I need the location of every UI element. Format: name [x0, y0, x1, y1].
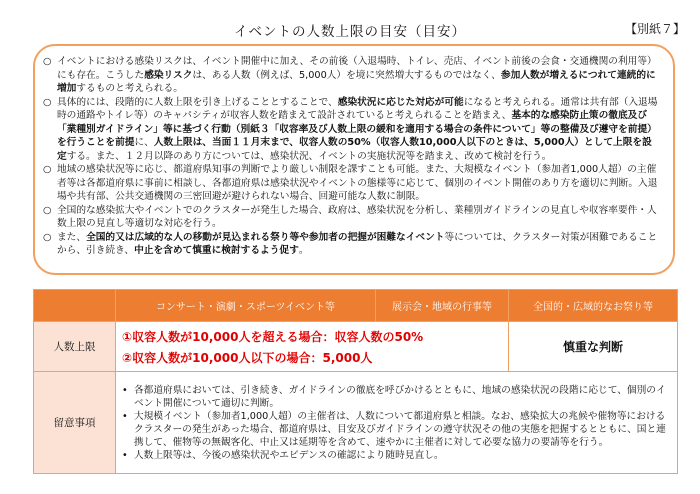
guidance-paragraph-5	[43, 231, 661, 258]
note-item: • 各都道府県においては、引き続き、ガイドラインの徹底を呼びかけるとともに、地域の感染状況の段階に応じて、個別のイベント開催について適切に判断。	[122, 385, 666, 409]
circle-bullet: ○	[43, 164, 52, 175]
header-concert: コンサート・演劇・スポーツイベント等	[116, 290, 376, 322]
guidance-paragraph-2	[43, 96, 661, 164]
text-run: は、ある人数（例えば、5,000人）を境に突然増大するものではなく、	[192, 69, 501, 81]
header-empty	[34, 290, 116, 322]
text-run: 全国的な感染拡大やイベントでのクラスターが発生した場合、政府は、感染状況を分析し、業種別ガイドラインの見直しや収容率要件・人数上限の見直し等適切な対応を行う。	[57, 204, 657, 229]
text-run: また、	[57, 231, 87, 243]
text-run: になると考えられる。通常は共有部（入退場時の通路やトイレ等）のキャパシティが収容人数を踏まえて設計されていると考えられることを踏まえ、	[57, 96, 658, 121]
circle-bullet: ○	[43, 231, 52, 243]
page-title: イベントの人数上限の目安（目安）	[234, 24, 466, 40]
emphasis-text: 全国的又は広域的な人の移動が見込まれる祭り等や参加者の把握が困難なイベント	[86, 231, 445, 243]
guidance-paragraph-3	[43, 163, 661, 204]
notes-row	[34, 372, 678, 474]
emphasis-text: 基本的な感染防止策の徹底及び「業種別ガイドライン」等に基づく行動（別紙３「収容率及び人数上限の緩和を適用する場合の条件について」等の整備及び遵守を前提）を行うことを前提	[57, 110, 657, 148]
paragraph-text	[57, 55, 661, 96]
text-run: 等については、クラスター対策が困難であることから、引き続き、	[57, 231, 658, 256]
header-festival: 全国的・広域的なお祭り等	[509, 290, 678, 322]
dot-bullet: •	[122, 385, 128, 396]
notes-cell	[116, 372, 678, 474]
paragraph-text	[57, 163, 661, 204]
limit-row	[34, 322, 678, 372]
table-header-row	[34, 290, 678, 322]
row-label-limit: 人数上限	[34, 322, 116, 372]
text-run: する。また、１２月以降のあり方については、感染状況、イベントの実施状況等を踏まえ、改めて検討を行う。	[66, 150, 552, 162]
paragraph-text	[57, 204, 661, 231]
paragraph-text	[57, 231, 661, 258]
note-item: • 人数上限等は、今後の感染状況やエビデンスの確認により随時見直し。	[122, 450, 444, 461]
row-label-notes: 留意事項	[34, 372, 116, 474]
emphasis-text: 中止を含めて慎重に検討するよう促す	[134, 245, 299, 256]
limits-table	[33, 289, 678, 474]
text-run: 。	[298, 245, 309, 256]
note-item: • 大規模イベント（参加者1,000人超）の主催者は、人数について都道府県と相談。なお、感染拡大の兆候や催物等におけるクラスターの発生があった場合、都道府県は、目安及びガイドラインの遵守状況その他の実態を把握するとともに、国と連携して、催物等の無観客化、中止又は延期等を含めて、速やかに主催者に対して必要な協力の要請等を行う。	[122, 411, 666, 448]
text-run: 具体的には、段階的に人数上限を引き上げることとすることで、	[57, 96, 338, 108]
limit-rule-1: ①収容人数が10,000人を超える場合：収容人数の50%	[122, 329, 424, 344]
circle-bullet: ○	[43, 96, 52, 108]
guidance-paragraph-1	[43, 55, 661, 96]
dot-bullet: •	[122, 411, 128, 422]
emphasis-text: 感染リスク	[144, 69, 193, 81]
guidance-paragraph-4	[43, 204, 661, 231]
guidance-box	[33, 44, 675, 275]
text-run: イベントにおける感染リスクは、イベント開催中に加え、その前後（入退場時、トイレ、売店、イベント前後の会食・交通機関の利用等）にも存在。こうした	[57, 56, 657, 81]
emphasis-text: 人数上限は、当面１１月末まで、収容人数の50%（収容人数10,000人以下のときは、5,000人）として上限を設定	[57, 137, 652, 162]
dot-bullet: •	[122, 450, 128, 461]
text-run: するものと考えられる。	[76, 83, 183, 94]
header-exhibition: 展示会・地域の行事等	[376, 290, 509, 322]
annex-label: 【別紙７】	[624, 22, 685, 36]
text-run: に、	[134, 137, 154, 148]
cautious-judgment: 慎重な判断	[509, 322, 678, 372]
limit-cell	[116, 322, 509, 372]
paragraph-text	[57, 96, 661, 164]
emphasis-text: 参加人数が増えるにつれて連続的に増加	[57, 69, 656, 94]
limit-rule-2: ②収容人数が10,000人以下の場合：5,000人	[122, 350, 373, 365]
emphasis-text: 感染状況に応じた対応が可能	[337, 96, 464, 108]
text-run: 地域の感染状況等に応じ、都道府県知事の判断でより厳しい制限を課すことも可能。また、大規模なイベント（参加者1,000人超）の主催者等は各都道府県に事前に相談し、各都道府県は感染状況やイベントの態様等に応じて、個別のイベント開催のあり方を適切に判断。入退場や共有部、公共交通機関の三密回避が避けられない場合、回避可能な人数に制限。	[57, 164, 658, 202]
circle-bullet: ○	[43, 56, 52, 67]
circle-bullet: ○	[43, 204, 52, 216]
